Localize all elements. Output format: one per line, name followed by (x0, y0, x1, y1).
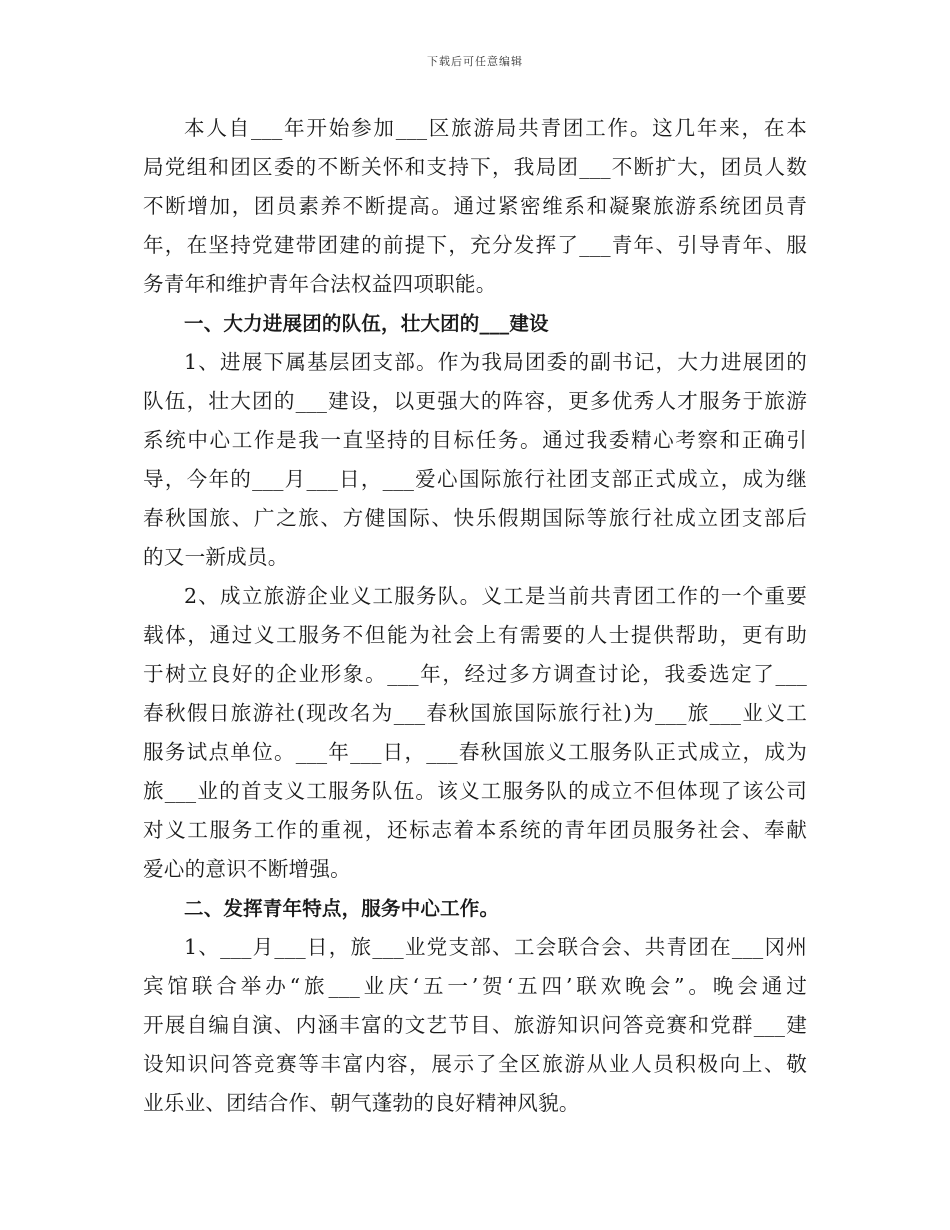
paragraph-line: 1、___月___日，旅___业党支部、工会联合会、共青团在___冈州 (184, 935, 807, 959)
paragraph-line: 旅___业的首支义工服务队伍。该义工服务队的成立不但体现了该公司 (143, 779, 807, 803)
paragraph-line: 系统中心工作是我一直坚持的目标任务。通过我委精心考察和正确引 (143, 428, 807, 452)
paragraph-line: 不断增加，团员素养不断提高。通过紧密维系和凝聚旅游系统团员青 (143, 194, 807, 218)
paragraph-line: 于树立良好的企业形象。___年，经过多方调查讨论，我委选定了___ (143, 662, 807, 686)
paragraph-line: 业乐业、团结合作、朝气蓬勃的良好精神风貌。 (143, 1091, 580, 1115)
paragraph-line: 开展自编自演、内涵丰富的文艺节目、旅游知识问答竞赛和党群___建 (143, 1013, 807, 1037)
paragraph-line: 载体，通过义工服务不但能为社会上有需要的人士提供帮助，更有助 (143, 623, 807, 647)
paragraph-line: 队伍，壮大团的___建设，以更强大的阵容，更多优秀人才服务于旅游 (143, 389, 807, 413)
paragraph-line: 春秋假日旅游社(现改名为___春秋国旅国际旅行社)为___旅___业义工 (143, 701, 807, 725)
section-heading: 一、大力进展团的队伍，壮大团的___建设 (184, 312, 549, 335)
paragraph-line: 本人自___年开始参加___区旅游局共青团工作。这几年来，在本 (184, 116, 807, 140)
paragraph-line: 务青年和维护青年合法权益四项职能。 (143, 272, 497, 296)
document-body (143, 109, 807, 1123)
paragraph-line: 设知识问答竞赛等丰富内容，展示了全区旅游从业人员积极向上、敬 (143, 1052, 807, 1076)
paragraph-line: 年，在坚持党建带团建的前提下，充分发挥了___青年、引导青年、服 (143, 233, 807, 257)
paragraph-line: 春秋国旅、广之旅、方健国际、快乐假期国际等旅行社成立团支部后 (143, 506, 807, 530)
paragraph-line: 1、进展下属基层团支部。作为我局团委的副书记，大力进展团的 (184, 350, 807, 374)
paragraph-line: 2、成立旅游企业义工服务队。义工是当前共青团工作的一个重要 (184, 584, 807, 608)
section-heading: 二、发挥青年特点，服务中心工作。 (184, 897, 500, 920)
paragraph-line: 导，今年的___月___日，___爱心国际旅行社团支部正式成立，成为继 (143, 467, 807, 491)
paragraph-line: 的又一新成员。 (143, 545, 289, 569)
page-header: 下载后可任意编辑 (427, 55, 523, 68)
paragraph-line: 服务试点单位。___年___日，___春秋国旅义工服务队正式成立，成为 (143, 740, 807, 764)
paragraph-line: 宾馆联合举办“旅___业庆‘五一’贺‘五四’联欢晚会”。晚会通过 (143, 974, 807, 998)
paragraph-line: 局党组和团区委的不断关怀和支持下，我局团___不断扩大，团员人数 (143, 155, 807, 179)
paragraph-line: 对义工服务工作的重视，还标志着本系统的青年团员服务社会、奉献 (143, 818, 807, 842)
paragraph-line: 爱心的意识不断增强。 (143, 857, 351, 881)
